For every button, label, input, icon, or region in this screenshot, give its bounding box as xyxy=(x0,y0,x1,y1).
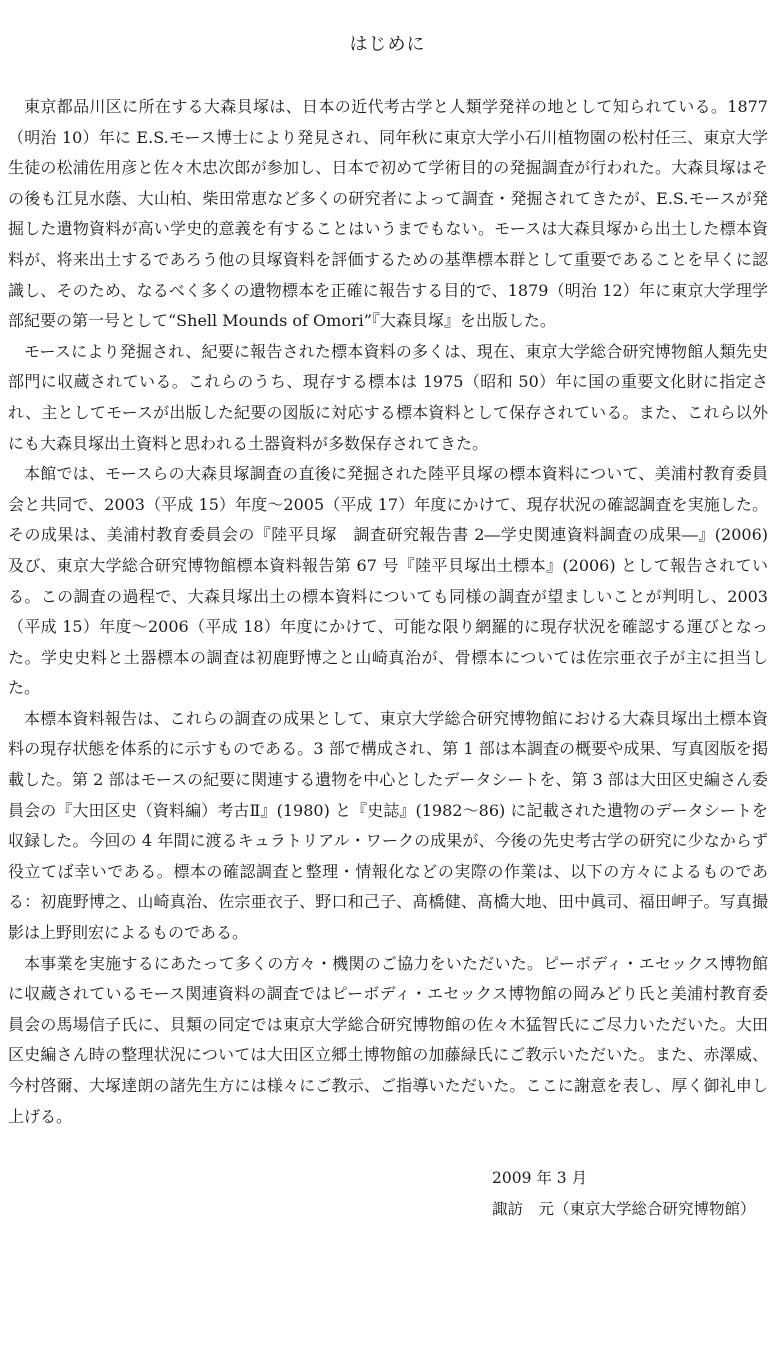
signature-date: 2009 年 3 月 xyxy=(492,1169,588,1187)
paragraph-3: 本館では、モースらの大森貝塚調査の直後に発掘された陸平貝塚の標本資料について、美浦村教育委員会と共同で、2003（平成 15）年度～2005（平成 17）年度にかけて、現存状況の確認調査を実施した。その成果は、美浦村教育委員会の『陸平貝塚 調査研究報告書 2―学史関連資料調査の成果―』(2006) 及び、東京大学総合研究博物館標本資料報告第 67 号『陸平貝塚出土標本』(2006) として報告されている。この調査の過程で、大森貝塚出土の標本資料についても同様の調査が望ましいことが判明し、2003（平成 15）年度～2006（平成 18）年度にかけて、可能な限り網羅的に現存状況を確認する運びとなった。学史史料と土器標本の調査は初鹿野博之と山崎真治が、骨標本については佐宗亜衣子が主に担当した。 xyxy=(8,464,768,698)
paragraph-4: 本標本資料報告は、これらの調査の成果として、東京大学総合研究博物館における大森貝塚出土標本資料の現存状態を体系的に示すものである。3 部で構成され、第 1 部は本調査の概要や成果、写真図版を掲載した。第 2 部はモースの紀要に関連する遺物を中心としたデータシートを、第 3 部は大田区史編さん委員会の『大田区史（資料編）考古Ⅱ』(1980) と『史誌』(1982～86) に記載された遺物のデータシートを収録した。今回の 4 年間に渡るキュラトリアル・ワークの成果が、今後の先史考古学の研究に少なからず役立てば幸いである。標本の確認調査と整理・情報化などの実際の作業は、以下の方々によるものである：初鹿野博之、山崎真治、佐宗亜衣子、野口和己子、髙橋健、髙橋大地、田中眞司、福田岬子。写真撮影は上野則宏によるものである。 xyxy=(8,708,768,943)
paragraph-1: 東京都品川区に所在する大森貝塚は、日本の近代考古学と人類学発祥の地として知られている。1877（明治 10）年に E.S.モース博士により発見され、同年秋に東京大学小石川植物園の松村任三、東京大学生徒の松浦佐用彦と佐々木忠次郎が参加し、日本で初めて学術目的の発掘調査が行われた。大森貝塚はその後も江見水蔭、大山柏、柴田常恵など多くの研究者によって調査・発掘されてきたが、E.S.モースが発掘した遺物資料が高い学史的意義を有することはいうまでもない。モースは大森貝塚から出土した標本資料が、将来出土するであろう他の貝塚資料を評価するための基準標本群として重要であることを早くに認識し、そのため、なるべく多くの遺物標本を正確に報告する目的で、1879（明治 12）年に東京大学理学部紀要の第一号として“Shell Mounds of Omori”『大森貝塚』を出版した。 xyxy=(8,97,768,331)
signature-author: 諏訪 元（東京大学総合研究博物館） xyxy=(492,1200,756,1218)
paragraph-2: モースにより発掘され、紀要に報告された標本資料の多くは、現在、東京大学総合研究博物館人類先史部門に収蔵されている。これらのうち、現存する標本は 1975（昭和 50）年に国の重要文化財に指定され、主としてモースが出版した紀要の図版に対応する標本資料として保存されている。また、これら以外にも大森貝塚出土資料と思われる土器資料が多数保存されてきた。 xyxy=(8,341,768,453)
body-text xyxy=(8,92,768,1132)
paragraph-5: 本事業を実施するにあたって多くの方々・機関のご協力をいただいた。ピーボディ・エセックス博物館に収蔵されているモース関連資料の調査ではピーボディ・エセックス博物館の岡みどり氏と美浦村教育委員会の馬場信子氏に、貝類の同定では東京大学総合研究博物館の佐々木猛智氏にご尽力いただいた。大田区史編さん時の整理状況については大田区立郷土博物館の加藤緑氏にご教示いただいた。また、赤澤威、今村啓爾、大塚達朗の諸先生方には様々にご教示、ご指導いただいた。ここに謝意を表し、厚く御礼申し上げる。 xyxy=(8,953,768,1126)
page-title: はじめに xyxy=(349,34,426,55)
